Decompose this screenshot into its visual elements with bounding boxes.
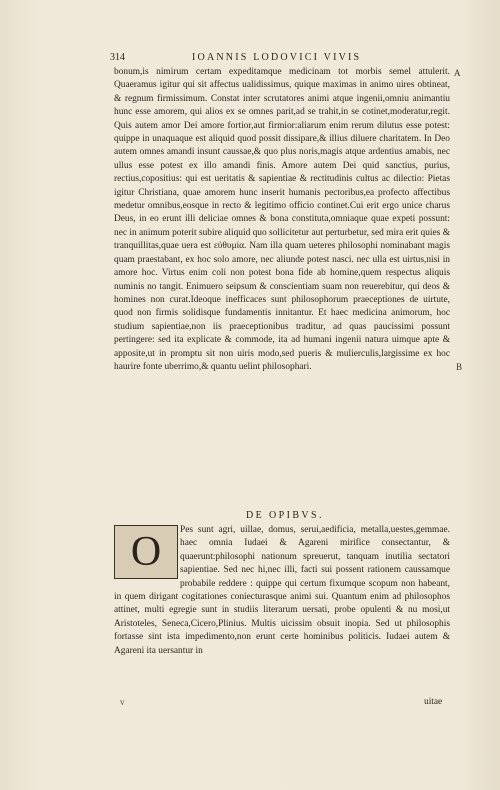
signature-mark: v [120, 697, 128, 707]
margin-letter-a: A [454, 68, 461, 78]
page-number: 314 [110, 52, 125, 63]
initial-letter: O [130, 529, 162, 575]
main-text-block [114, 66, 450, 374]
margin-letter-b: B [456, 362, 463, 372]
catchword: uitae [424, 697, 443, 707]
main-paragraph: bonum,is nimirum certam expeditamque medicinam tot morbis semel attulerit. Quaeramus igitur qui sit affectus ualidissimus, quique maximas in animo uires obtineat, & regnum firmissimum. Constat inter scrutatores animi atque ingenii,omniu animantiu hunc esse amorem, qui alios ex se omnes parit,ad se trahit,in se cotinet,moderatur,regit. Quis autem amor Dei amore fortior,aut firmior:aliarum enim rerum dilutus esse potest: quippe in unaquaque est aliquid quod possit dissipare,& illius diluere charitatem. In Deo autem omnes amandi insunt caussae,& quo plus noris,magis atque ardentius amabis, nec ullus esse potest ex illo amandi finis. Amore autem Dei quid sanctius, purius, rectius,copositius: qui est ueritatis & sapientiae & rectitudinis cultus ac dilectio: Pietas igitur Christiana, quae amorem hunc inserit humanis pectoribus,ea profecto affectibus medetur omnibus,eosque in recto & legitimo officio continet.Cui erit ergo unice charus Deus, in eo erunt illi deliciae omnes & bona constituta,omniaque quae expeti possunt: nec in animum poterit subire aliquid quo sollicitetur aut perturbetur, sed mira erit quies & tranquillitas,quae uera est εὐθυμία. Nam illa quam ueteres philosophi nominabant magis quam praestabant, ex hoc solo amore, nec aliunde potest nasci. nec ulla est uirtus,nisi in amore hoc. Virtus enim coli non potest bona fide ab homine,quem respectus aliquis numinis no tangit. Enimuero seipsum & conscientiam suam non reuerebitur, qui deos & homines non curat.Ideoque inefficaces sunt philosophorum praeceptiones de uirtute, quod non firmis solidisque fundamentis innitantur. Et haec medicina animorum, hoc studium sapientiae,non iis praeceptionibus traditur, ad quas paucissimi possunt pertingere: sed ita explicate & commode, ita ad humani ingenii natura uimque apte & apposite,ut in promptu sit non uiris modo,sed pueris & mulierculis,largissime ex hoc haurire fonte uberrimo,& quantu uelint philosophari. [114, 67, 450, 372]
section-heading: DE OPIBVS. [246, 510, 324, 521]
decorated-initial [114, 525, 178, 579]
running-title: IOANNIS LODOVICI VIVIS [192, 52, 362, 63]
section-paragraph: Pes sunt agri, uillae, domus, serui,aedificia, metalla,uestes,gemmae. haec omnia Iudaei & Agareni mirifice consectantur, & quaerunt:philosophi nationum spreuerut, tanquam inutilia sectatori sapientiae. Sed nec hi,nec illi, facti sui possent rationem caussamque probabile reddere : quippe qui certum fixumque scopum non habeant, in quem dirigant cogitationes coniecturasque animi sui. Quantum enim ad philosophos attinet, multi egregie sunt in studiis literarum uersati, probe opulenti & nu mosi,ut Aristoteles, Seneca,Cicero,Plinius. Multis uicissim obsuit inopia. Sed ut philosophis fortasse sint ista impedimento,non erunt certe hominibus politicis. Iudaei autem & Agareni ita uersantur in [114, 525, 450, 656]
